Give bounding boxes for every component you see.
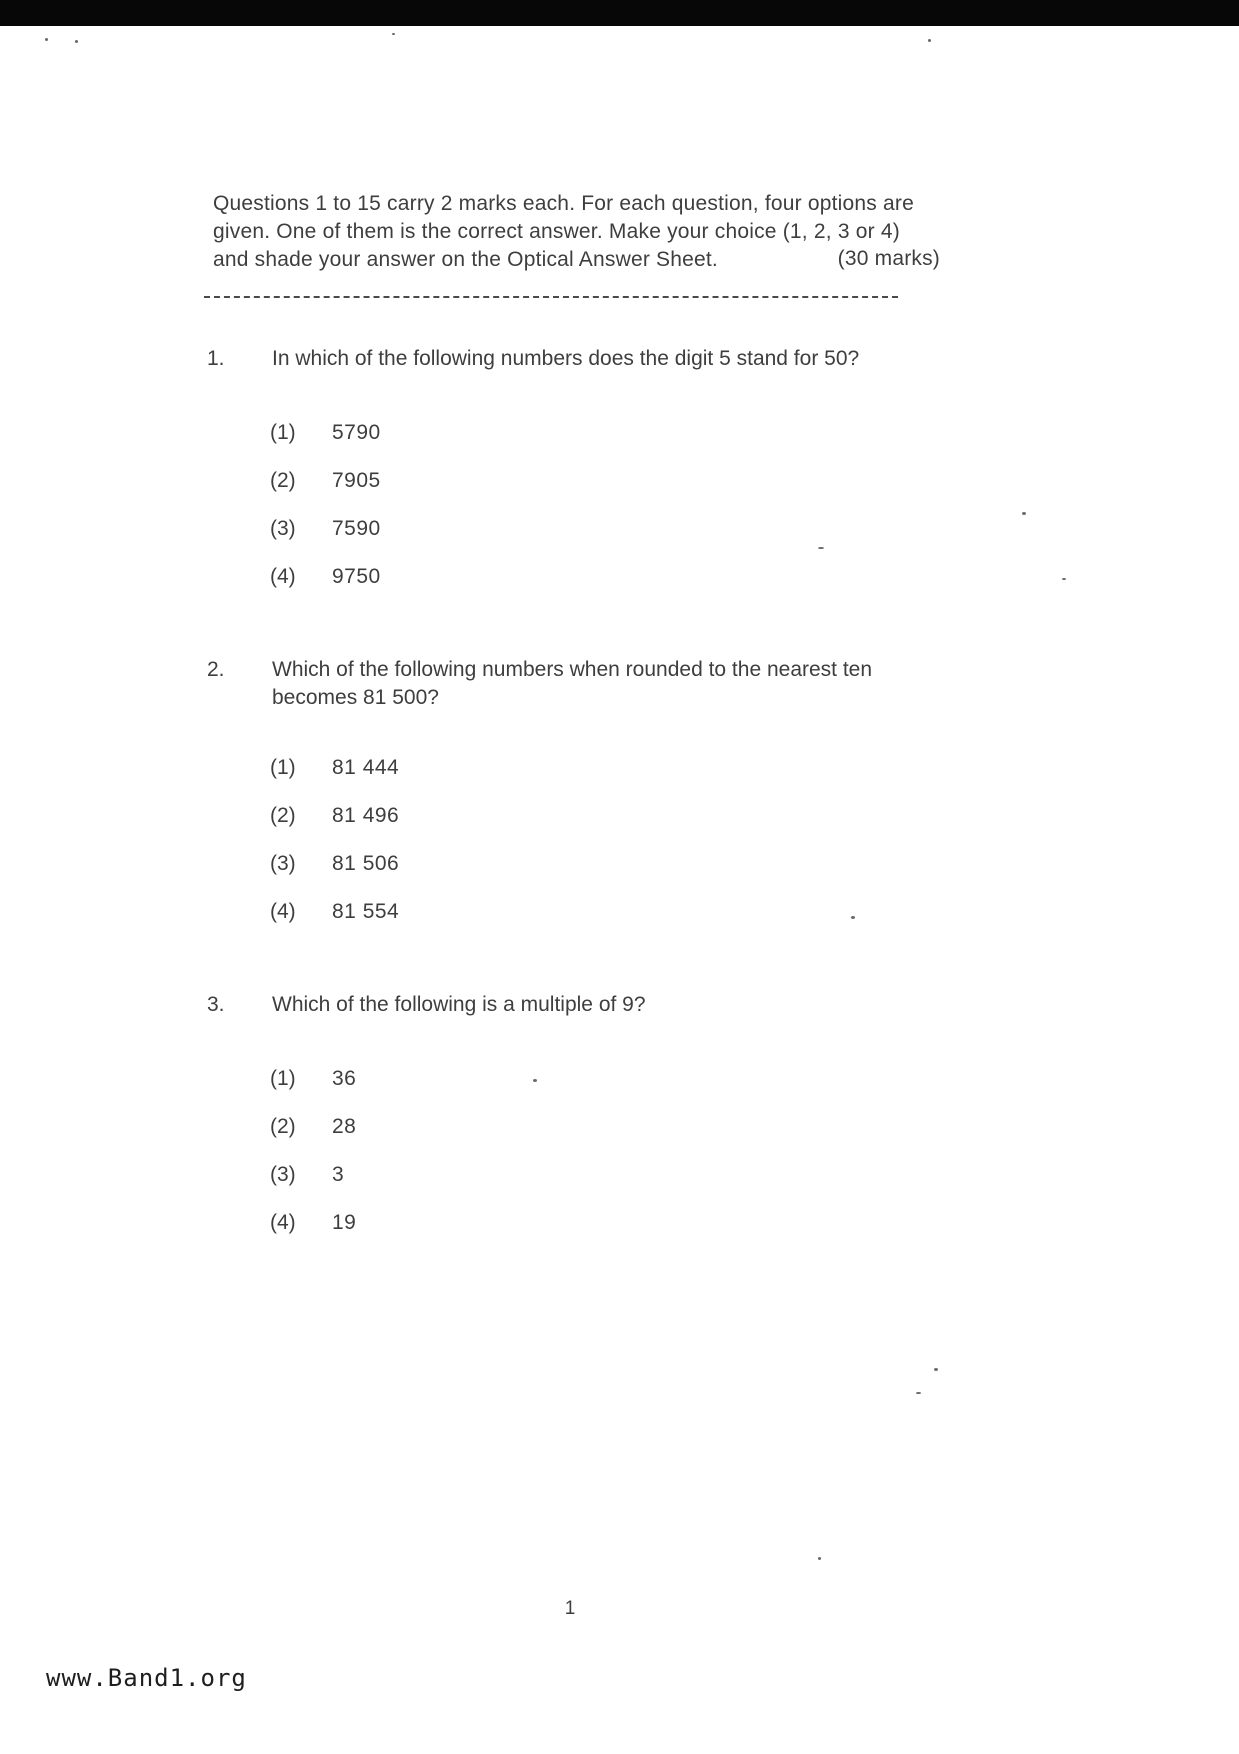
scan-speck — [928, 39, 931, 42]
option-label: (3) — [270, 1163, 296, 1186]
watermark-url: www.Band1.org — [46, 1664, 247, 1692]
marks-note: (30 marks) — [837, 247, 940, 271]
scan-artifact-top-bar — [0, 0, 1239, 26]
question-header — [207, 656, 987, 712]
instructions-block — [213, 190, 940, 274]
option-value: 3 — [332, 1163, 345, 1186]
option-value: 81 554 — [332, 900, 400, 923]
scan-speck — [45, 38, 48, 41]
instructions-text: Questions 1 to 15 carry 2 marks each. For each question, four options are given. One of them is the correct answer. Make your choice (1, 2, 3 or 4) and shade your answer on the Optical Answer Sheet. — [213, 192, 914, 272]
question-header — [207, 991, 987, 1019]
page-number: 1 — [564, 1598, 576, 1619]
option-value: 28 — [332, 1115, 357, 1138]
option-value: 81 496 — [332, 804, 400, 827]
scan-speck — [75, 40, 78, 43]
option-label: (3) — [270, 852, 296, 875]
question-text: Which of the following is a multiple of 9? — [272, 993, 646, 1016]
scan-speck — [1062, 578, 1066, 580]
options-list — [270, 419, 987, 591]
option-value: 19 — [332, 1211, 357, 1234]
scan-speck — [818, 1557, 821, 1560]
option-row — [270, 1065, 987, 1093]
options-list — [270, 754, 987, 926]
option-row — [270, 467, 987, 495]
option-value: 7905 — [332, 469, 381, 492]
option-row — [270, 563, 987, 591]
option-row — [270, 802, 987, 830]
option-label: (4) — [270, 900, 296, 923]
option-row — [270, 850, 987, 878]
option-label: (1) — [270, 1067, 296, 1090]
scan-speck — [1022, 512, 1026, 515]
option-value: 9750 — [332, 565, 381, 588]
option-label: (4) — [270, 565, 296, 588]
option-value: 81 506 — [332, 852, 400, 875]
option-label: (1) — [270, 421, 296, 444]
question-number: 2. — [207, 658, 225, 681]
option-label: (4) — [270, 1211, 296, 1234]
question-1 — [207, 345, 987, 611]
question-number: 3. — [207, 993, 225, 1016]
option-row — [270, 754, 987, 782]
question-number: 1. — [207, 347, 225, 370]
scan-speck — [916, 1392, 921, 1394]
scan-speck — [934, 1368, 938, 1371]
option-row — [270, 898, 987, 926]
option-value: 36 — [332, 1067, 357, 1090]
question-header — [207, 345, 987, 373]
dashed-divider — [204, 296, 898, 298]
option-row — [270, 515, 987, 543]
option-row — [270, 1113, 987, 1141]
option-row — [270, 1161, 987, 1189]
scan-speck — [392, 33, 395, 35]
option-value: 7590 — [332, 517, 381, 540]
option-label: (2) — [270, 469, 296, 492]
question-3 — [207, 991, 987, 1257]
option-row — [270, 1209, 987, 1237]
option-label: (2) — [270, 804, 296, 827]
option-label: (1) — [270, 756, 296, 779]
option-value: 81 444 — [332, 756, 400, 779]
option-value: 5790 — [332, 421, 381, 444]
option-label: (3) — [270, 517, 296, 540]
option-row — [270, 419, 987, 447]
options-list — [270, 1065, 987, 1237]
option-label: (2) — [270, 1115, 296, 1138]
question-text: Which of the following numbers when rounded to the nearest ten becomes 81 500? — [272, 658, 873, 709]
question-2 — [207, 656, 987, 946]
question-text: In which of the following numbers does the digit 5 stand for 50? — [272, 347, 860, 370]
